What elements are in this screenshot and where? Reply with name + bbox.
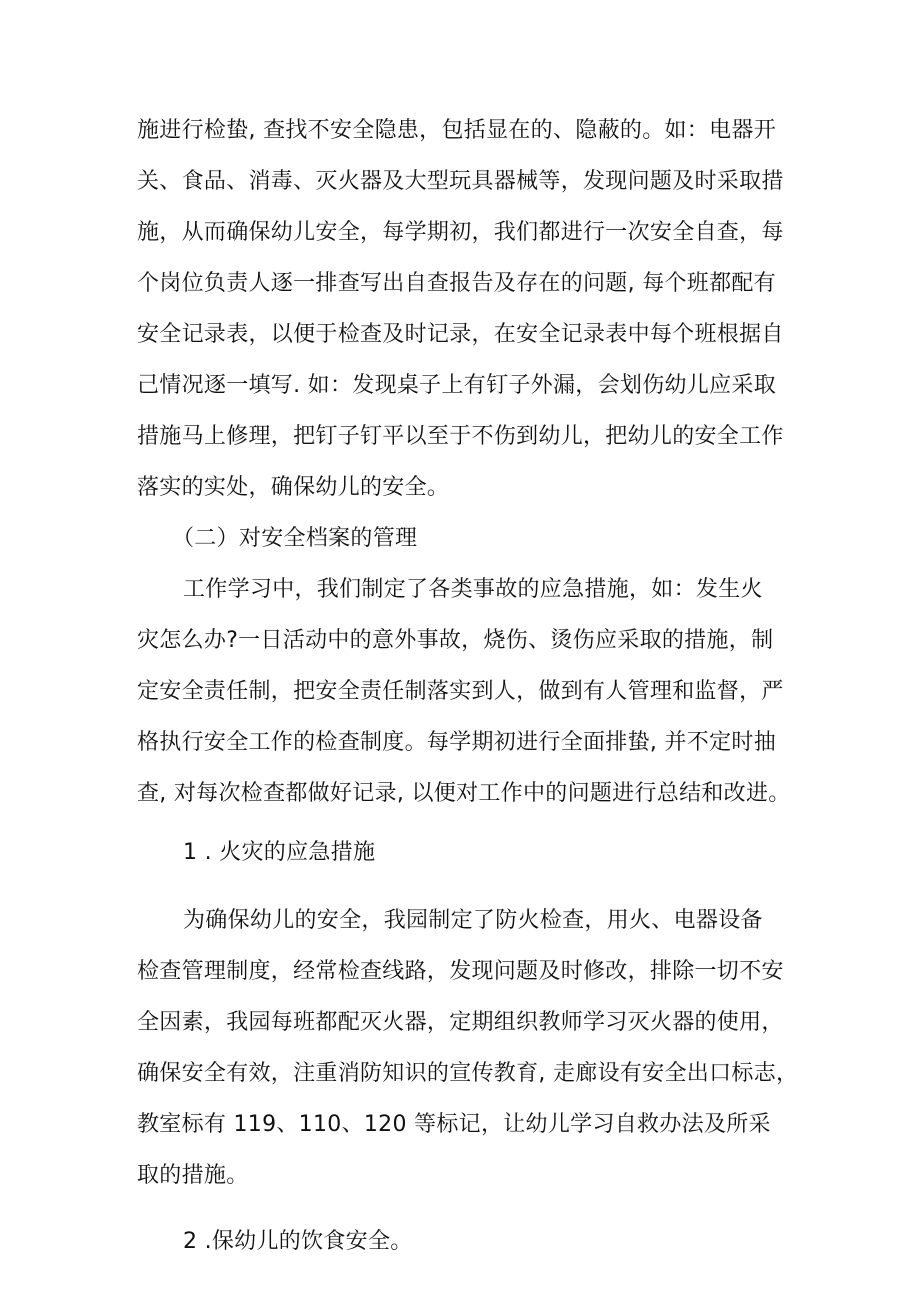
subsection-heading: 2 .保幼儿的饮食安全。: [183, 1229, 413, 1254]
body-text-line: 为确保幼儿的安全，我园制定了防火检查，用火、电器设备: [183, 908, 763, 933]
subsection-heading: 1 . 火灾的应急措施: [183, 840, 376, 865]
body-text-line: 个岗位负责人逐一排查写出自查报告及存在的问题, 每个班都配有: [137, 271, 776, 296]
body-text-line: 施进行检蛰, 查找不安全隐患，包括显在的、隐蔽的。如：电器开: [137, 118, 776, 143]
body-text-line: 格执行安全工作的检查制度。每学期初进行全面排蛰, 并不定时抽: [137, 730, 776, 755]
body-text-line: 措施马上修理，把钉子钉平以至于不伤到幼儿，把幼儿的安全工作: [137, 424, 784, 449]
body-text-line: 取的措施。: [137, 1163, 249, 1188]
body-text-line: 工作学习中，我们制定了各类事故的应急措施，如：发生火: [183, 577, 763, 602]
body-text-line: 关、食品、消毒、灭火器及大型玩具器械等，发现问题及时采取措: [137, 169, 784, 194]
body-text-line: 全因素，我园每班都配灭火器，定期组织教师学习灭火器的使用，: [137, 1010, 784, 1035]
body-text-line: 灾怎么办?一日活动中的意外事故，烧伤、烫伤应采取的措施，制: [137, 628, 774, 653]
body-text-line: 确保安全有效，注重消防知识的宣传教育, 走廊设有安全出口标志，: [137, 1061, 799, 1086]
body-text-line: 教室标有 119、110、120 等标记，让幼儿学习自救办法及所采: [137, 1112, 771, 1137]
body-text-line: 己情况逐一填写. 如：发现桌子上有钉子外漏，会划伤幼儿应采取: [137, 373, 776, 398]
body-text-line: 安全记录表，以便于检查及时记录，在安全记录表中每个班根据自: [137, 322, 784, 347]
body-text-line: 施，从而确保幼儿安全，每学期初，我们都进行一次安全自查，每: [137, 220, 784, 245]
section-heading: （二）对安全档案的管理: [172, 526, 418, 551]
body-text-line: 落实的实处，确保幼儿的安全。: [137, 475, 450, 500]
body-text-line: 查, 对每次检查都做好记录, 以便对工作中的问题进行总结和改进。: [137, 781, 791, 806]
body-text-line: 定安全责任制，把安全责任制落实到人，做到有人管理和监督，严: [137, 679, 784, 704]
body-text-line: 检查管理制度，经常检查线路，发现问题及时修改，排除一切不安: [137, 959, 784, 984]
